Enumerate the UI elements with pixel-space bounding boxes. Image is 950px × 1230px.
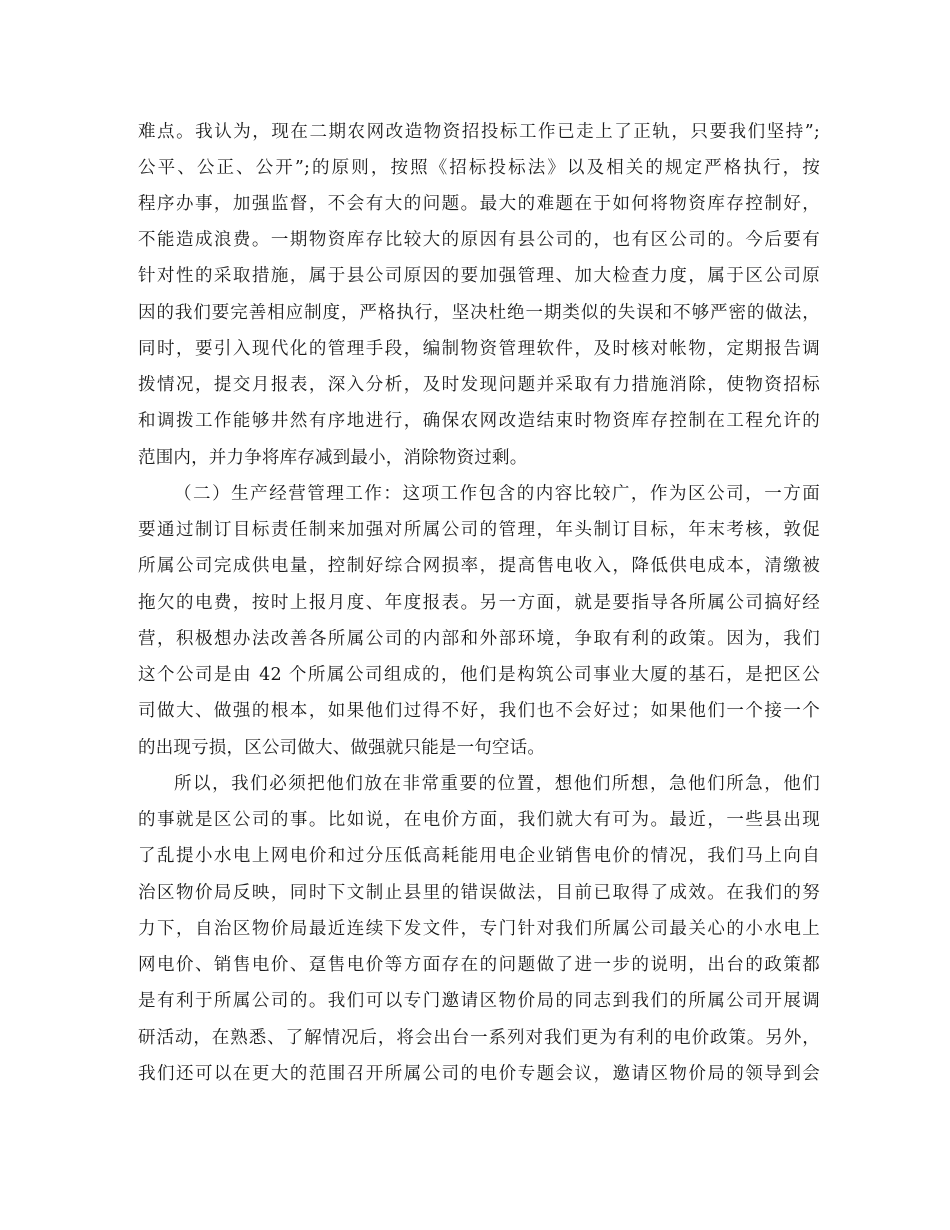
text-line: 不能造成浪费。一期物资库存比较大的原因有县公司的，也有区公司的。今后要有: [138, 230, 820, 250]
text-line: 的事就是区公司的事。比如说，在电价方面，我们就大有可为。最近，一些县出现: [138, 810, 820, 830]
text-line: 的出现亏损，区公司做大、做强就只能是一句空话。: [138, 738, 546, 758]
text-line: 这个公司是由 42 个所属公司组成的，他们是构筑公司事业大厦的基石，是把区公: [138, 665, 820, 685]
text-line: 是有利于所属公司的。我们可以专门邀请区物价局的同志到我们的所属公司开展调: [138, 991, 820, 1011]
text-line: 司做大、做强的根本，如果他们过得不好，我们也不会好过；如果他们一个接一个: [138, 701, 820, 721]
text-line: 了乱提小水电上网电价和过分压低高耗能用电企业销售电价的情况，我们马上向自: [138, 846, 820, 866]
text-line: 拖欠的电费，按时上报月度、年度报表。另一方面，就是要指导各所属公司搞好经: [138, 593, 820, 613]
text-line: 程序办事，加强监督，不会有大的问题。最大的难题在于如何将物资库存控制好，: [138, 194, 820, 214]
text-line: 范围内，并力争将库存减到最小，消除物资过剩。: [138, 448, 528, 468]
text-line: 公平、公正、公开”;的原则，按照《招标投标法》以及相关的规定严格执行，按: [138, 158, 820, 178]
text-line: 治区物价局反映，同时下文制止县里的错误做法，目前已取得了成效。在我们的努: [138, 883, 820, 903]
text-line: 和调拨工作能够井然有序地进行，确保农网改造结束时物资库存控制在工程允许的: [138, 411, 820, 431]
text-line: 力下，自治区物价局最近连续下发文件，专门针对我们所属公司最关心的小水电上: [138, 919, 820, 939]
text-line: 因的我们要完善相应制度，严格执行，坚决杜绝一期类似的失误和不够严密的做法，: [138, 303, 820, 323]
text-line: 拨情况，提交月报表，深入分析，及时发现问题并采取有力措施消除，使物资招标: [138, 375, 820, 395]
text-line: 要通过制订目标责任制来加强对所属公司的管理，年头制订目标，年末考核，敦促: [138, 520, 820, 540]
text-line: 同时，要引入现代化的管理手段，编制物资管理软件，及时核对帐物，定期报告调: [138, 339, 820, 359]
text-line: 针对性的采取措施，属于县公司原因的要加强管理、加大检查力度，属于区公司原: [138, 266, 820, 286]
text-line: 研活动，在熟悉、了解情况后，将会出台一系列对我们更为有利的电价政策。另外，: [138, 1028, 820, 1048]
text-line: 我们还可以在更大的范围召开所属公司的电价专题会议，邀请区物价局的领导到会: [138, 1064, 820, 1084]
paragraph-start-line: 所以，我们必须把他们放在非常重要的位置，想他们所想，急他们所急，他们: [174, 774, 820, 794]
text-line: 难点。我认为，现在二期农网改造物资招投标工作已走上了正轨，只要我们坚持”;: [138, 122, 820, 142]
paragraph-start-line: （二）生产经营管理工作：这项工作包含的内容比较广，作为区公司，一方面: [174, 484, 820, 504]
text-line: 营，积极想办法改善各所属公司的内部和外部环境，争取有利的政策。因为，我们: [138, 629, 820, 649]
text-line: 所属公司完成供电量，控制好综合网损率，提高售电收入，降低供电成本，清缴被: [138, 556, 820, 576]
text-line: 网电价、销售电价、趸售电价等方面存在的问题做了进一步的说明，出台的政策都: [138, 955, 820, 975]
